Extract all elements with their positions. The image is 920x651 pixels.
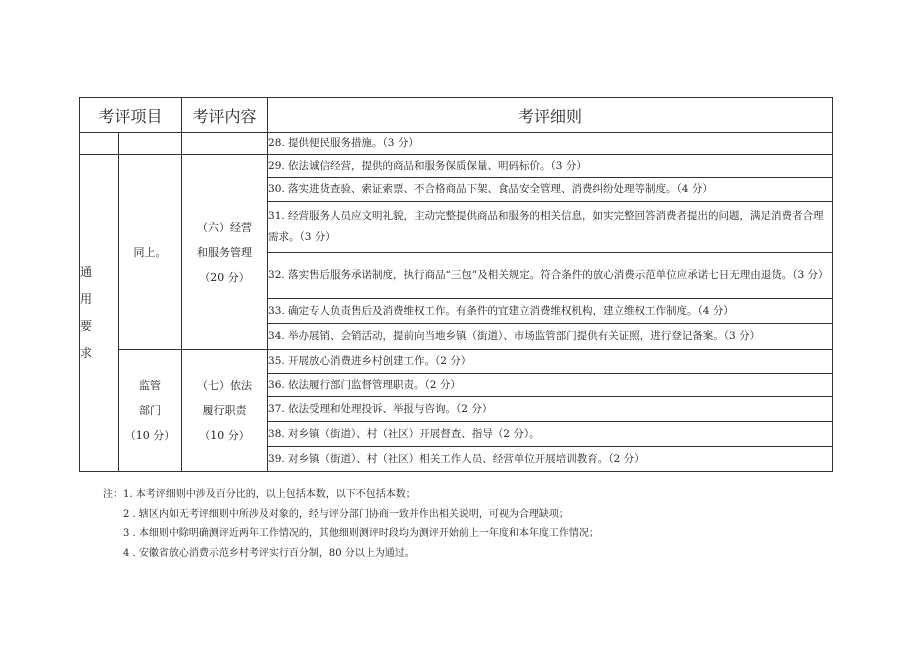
detail-31: 31. 经营服务人员应文明礼貌，主动完整提供商品和服务的相关信息，如实完整回答消费者提出的问题，满足消费者合理需求。（3 分） <box>268 202 833 253</box>
table-row <box>80 155 833 178</box>
detail-33: 33. 确定专人负责售后及消费维权工作。有条件的宜建立消费维权机构，建立维权工作制度。（4 分） <box>268 299 833 324</box>
content-business-service <box>182 155 268 350</box>
header-item: 考评项目 <box>80 98 182 133</box>
subitem-same-as-above: 同上。 <box>119 155 182 350</box>
evaluation-table <box>79 97 833 472</box>
empty-cell <box>80 133 119 155</box>
content-line: （六）经营 <box>197 220 253 234</box>
subitem-supervision-dept <box>119 350 182 472</box>
detail-39: 39. 对乡镇（街道）、村（社区）相关工作人员、经营单位开展培训教育。（2 分） <box>268 447 833 472</box>
detail-35: 35. 开展放心消费进乡村创建工作。（2 分） <box>268 350 833 374</box>
detail-36: 36. 依法履行部门监督管理职责。（2 分） <box>268 374 833 397</box>
footnote: 注：1. 本考评细则中涉及百分比的，以上包括本数，以下不包括本数； <box>103 489 416 500</box>
subitem-line: （10 分） <box>124 429 176 442</box>
subitem-line: 部门 <box>139 404 161 417</box>
category-general-requirements <box>80 155 119 472</box>
empty-cell <box>182 133 268 155</box>
footnote: 4 . 安徽省放心消费示范乡村考评实行百分制，80 分以上为通过。 <box>123 547 415 559</box>
content-line: 和服务管理 <box>197 245 253 259</box>
detail-32: 32. 落实售后服务承诺制度，执行商品“三包”及相关规定。符合条件的放心消费示范单位应承诺七日无理由退货。（3 分） <box>268 253 833 299</box>
detail-38: 38. 对乡镇（街道）、村（社区）开展督查、指导（2 分）。 <box>268 422 833 447</box>
header-content: 考评内容 <box>182 98 268 133</box>
subitem-line: 监管 <box>139 379 161 392</box>
content-line: （20 分） <box>199 270 250 284</box>
category-char: 求 <box>80 346 93 360</box>
footnote: 3 . 本细则中除明确测评近两年工作情况的，其他细则测评时段均为测评开始前上一年度和本年度工作情况； <box>123 528 599 539</box>
content-duties <box>182 350 268 472</box>
footnote: 2 . 辖区内如无考评细则中所涉及对象的，经与评分部门协商一致并作出相关说明，可视为合理缺项； <box>123 508 569 520</box>
detail-29: 29. 依法诚信经营，提供的商品和服务保质保量、明码标价。（3 分） <box>268 155 833 178</box>
content-line: 履行职责 <box>202 404 247 417</box>
footnotes <box>103 485 599 563</box>
empty-cell <box>119 133 182 155</box>
table-row <box>80 350 833 374</box>
category-char: 通 <box>80 265 93 279</box>
table-row <box>80 133 833 155</box>
header-row <box>80 98 833 133</box>
header-detail: 考评细则 <box>268 98 833 133</box>
category-char: 用 <box>80 292 93 306</box>
content-line: （七）依法 <box>197 379 253 392</box>
detail-37: 37. 依法受理和处理投诉、举报与咨询。（2 分） <box>268 397 833 422</box>
detail-30: 30. 落实进货查验、索证索票、不合格商品下架、食品安全管理、消费纠纷处理等制度。（4 分） <box>268 178 833 202</box>
content-line: （10 分） <box>199 429 250 442</box>
detail-28: 28. 提供便民服务措施。（3 分） <box>268 133 833 155</box>
category-char: 要 <box>80 319 93 333</box>
detail-34: 34. 举办展销、会销活动，提前向当地乡镇（街道）、市场监管部门提供有关证照，进行登记备案。（3 分） <box>268 324 833 350</box>
